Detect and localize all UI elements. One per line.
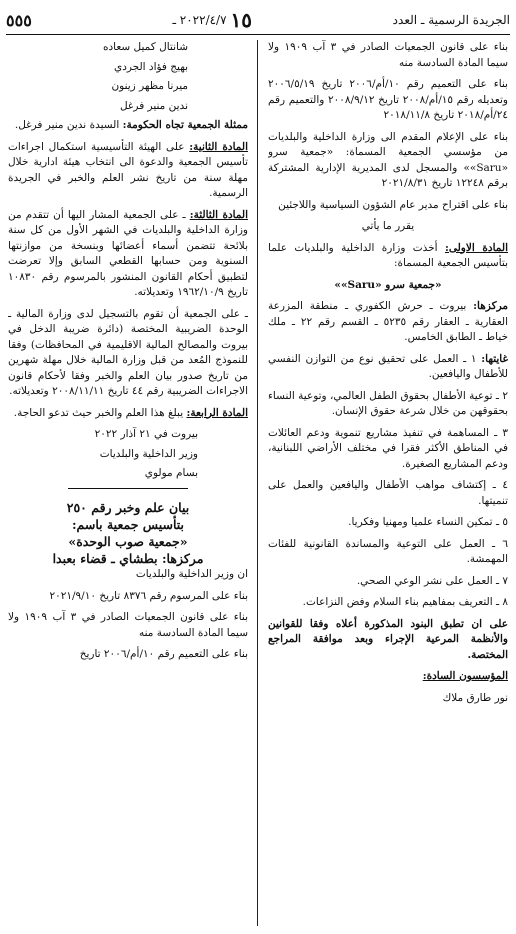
preamble-1: بناء على قانون الجمعيات الصادر في ٣ آب ١٩٠٩ ولا سيما المادة السادسة منه (268, 41, 508, 69)
goal-7: ٧ ـ العمل على نشر الوعي الصحي. (356, 574, 508, 587)
article-4-heading: المادة الرابعة: (186, 406, 248, 419)
goal-1: ١ ـ العمل على تحقيق نوع من التوازن النفسي للأطفال واليافعين. (268, 352, 508, 380)
notice-association-name: «جمعية صوب الوحدة» (68, 534, 188, 549)
goal-2: ٢ ـ توعية الأطفال بحقوق الطفل العالمي، وتوعية النساء بحقوقهن من خلال شرعة حقوق الإنسان. (268, 389, 508, 417)
article-3-text: ـ على الجمعية المشار اليها أن تتقدم من وزارة الداخلية والبلديات في الشهر الأول من كل سنة بلائحة تتضمن أسماء أعضائها وبنسخة من موازنتها السنوية ومن حسابها القطعي السابق وإلا تعرضت لتطبيق أحكام القانون المنشور بالمرسوم رقم ١٠٨٣٠ تاريخ ١٩٦٢/١٠/٩ وتعديلاته. (8, 208, 248, 298)
issue-date: ٢٠٢٢/٤/٧ ـ (172, 13, 227, 27)
signature-block (8, 427, 248, 482)
representative-text: السيدة ندين منير فرغل. (14, 119, 123, 131)
goal-4: ٤ ـ إكتشاف مواهب الأطفال واليافعين والعمل على تنميتها. (268, 479, 508, 507)
goals (268, 352, 508, 383)
page-number: ٥٥٥ (6, 10, 32, 30)
preamble-4: بناء على اقتراح مدير عام الشؤون السياسية واللاجئين (278, 198, 508, 211)
representative-heading: ممثلة الجمعية تجاه الحكومة: (122, 119, 248, 131)
headquarters-heading: مركزها: (473, 300, 508, 312)
article-3 (8, 208, 248, 301)
notice-subject: بتأسيس جمعية باسم: (71, 517, 185, 532)
right-column (268, 40, 508, 926)
section-separator (68, 488, 188, 490)
founder-name: ميرنا مظهر زينون (111, 80, 188, 92)
founder-name: ندين منير فرغل (119, 99, 188, 112)
article-1 (268, 241, 508, 272)
notice-number: بيان علم وخبر رقم ٢٥٠ (66, 500, 190, 515)
founder-name: شانتال كميل سعاده (102, 41, 188, 53)
column-divider (257, 40, 258, 926)
notice-title (8, 499, 248, 567)
issue-number: ١٥ (230, 8, 253, 32)
notice-preamble-4: بناء على التعميم رقم ١٠/أم/٢٠٠٦ تاريخ (79, 648, 248, 660)
signature-date: بيروت في ٢١ آذار ٢٠٢٢ (94, 428, 198, 440)
founders-heading: المؤسسون السادة: (422, 670, 508, 682)
association-name: «جمعية سرو «Saru»» (334, 278, 442, 291)
left-column (8, 40, 248, 926)
notice-preamble-1: ان وزير الداخلية والبلديات (135, 568, 248, 580)
condition-clause: على ان تطبق البنود المذكورة أعلاه وفقا للقوانين والأنظمة المرعية الإجراء وبعد موافقة المراجع المختصة. (268, 617, 508, 661)
goal-6: ٦ ـ العمل على التوعية والمساندة القانونية للفئات المهمشة. (268, 537, 508, 565)
article-4-text: يبلغ هذا العلم والخبر حيث تدعو الحاجة. (13, 406, 187, 419)
goal-5: ٥ ـ تمكين النساء علميا ومهنيا وفكريا. (348, 516, 508, 528)
goal-8: ٨ ـ التعريف بمفاهيم بناء السلام وفض النزاعات. (302, 596, 508, 608)
goal-3: ٣ ـ المساهمة في تنفيذ مشاريع تنموية ودعم العائلات في المناطق الأكثر فقرا في مختلف الأراضي اللبنانية، ودعم المشاريع الصغيرة. (268, 426, 508, 470)
preamble-3: بناء على الإعلام المقدم الى وزارة الداخلية والبلديات من مؤسسي الجمعية المسماة: «جمعية سرو «Saru»» والمسجل لدى المديرية الإدارية المشتركة برقم ١٢٢٤٨ تاريخ ٢٠٢١/٨/٣١ (268, 130, 508, 189)
government-representative (8, 118, 248, 134)
article-1-text: أخذت وزارة الداخلية والبلديات علما بتأسيس الجمعية المسماة: (268, 241, 508, 269)
notice-headquarters: مركزها: بطشاي ـ قضاء بعبدا (52, 551, 204, 566)
gazette-title-block (393, 13, 510, 27)
headquarters-text: بيروت ـ حرش الكفوري ـ منطقة المزرعة العقارية ـ العقار رقم ٥٢٣٥ ـ القسم رقم ٢٢ ـ ملك خياط ـ الطابق الخامس. (268, 300, 508, 343)
article-2-heading: المادة الثانية: (189, 140, 248, 153)
headquarters (268, 299, 508, 346)
notice-preamble-3: بناء على قانون الجمعيات الصادر في ٣ آب ١٩٠٩ ولا سيما المادة السادسة منه (8, 611, 248, 639)
article-3-heading: المادة الثالثة: (189, 208, 248, 221)
founder-name: نور طارق ملاك (442, 691, 508, 704)
founder-name: بهيج فؤاد الجردي (113, 60, 188, 73)
article-2-text: على الهيئة التأسيسية استكمال اجراءات تأسيس الجمعية والدعوة الى انتخاب هيئة ادارية خلال مهلة سنة من تاريخ نشر العلم والخبر في الجريدة الرسمية. (8, 140, 248, 199)
signature-title: وزير الداخلية والبلديات (99, 447, 198, 460)
issue-block (172, 8, 252, 32)
signature-name: بسام مولوي (144, 467, 198, 479)
gazette-title: الجريدة الرسمية ـ العدد (392, 13, 510, 27)
article-1-heading: المادة الاولى: (444, 241, 508, 254)
article-4 (8, 406, 248, 422)
goals-heading: غايتها: (481, 352, 508, 365)
article-3-tax: ـ على الجمعية أن تقوم بالتسجيل لدى وزارة المالية ـ الوحدة الضريبية المختصة (دائرة ضريبة الدخل في بيروت والمصالح المالية الاقليمية في المحافظات) وفقا للنموذج المُعد من قبل وزارة المالية خلال مهلة شهرين من تاريخ صدور بيان العلم والخبر وفقا لأحكام قانون الاجراءات الضريبية رقم ٤٤ تاريخ ٢٠٠٨/١١/١١ وتعديلاته. (8, 307, 248, 397)
founders-list (8, 40, 248, 114)
article-2 (8, 140, 248, 202)
page-header (6, 6, 510, 35)
decision-line: يقرر ما يأتي (361, 220, 415, 232)
preamble-2: بناء على التعميم رقم ١٠/أم/٢٠٠٦ تاريخ ٢٠٠٦/٥/١٩ وتعديله رقم ١٥/أم/٢٠٠٨ تاريخ ٢٠٠٨/٩/١٢ والتعميم رقم ٢٤/أم/٢٠١٨ تاريخ ٢٠١٨/١١/٨ (268, 78, 508, 121)
notice-preamble-2: بناء على المرسوم رقم ٨٣٧٦ تاريخ ٢٠٢١/٩/١٠ (49, 589, 248, 602)
